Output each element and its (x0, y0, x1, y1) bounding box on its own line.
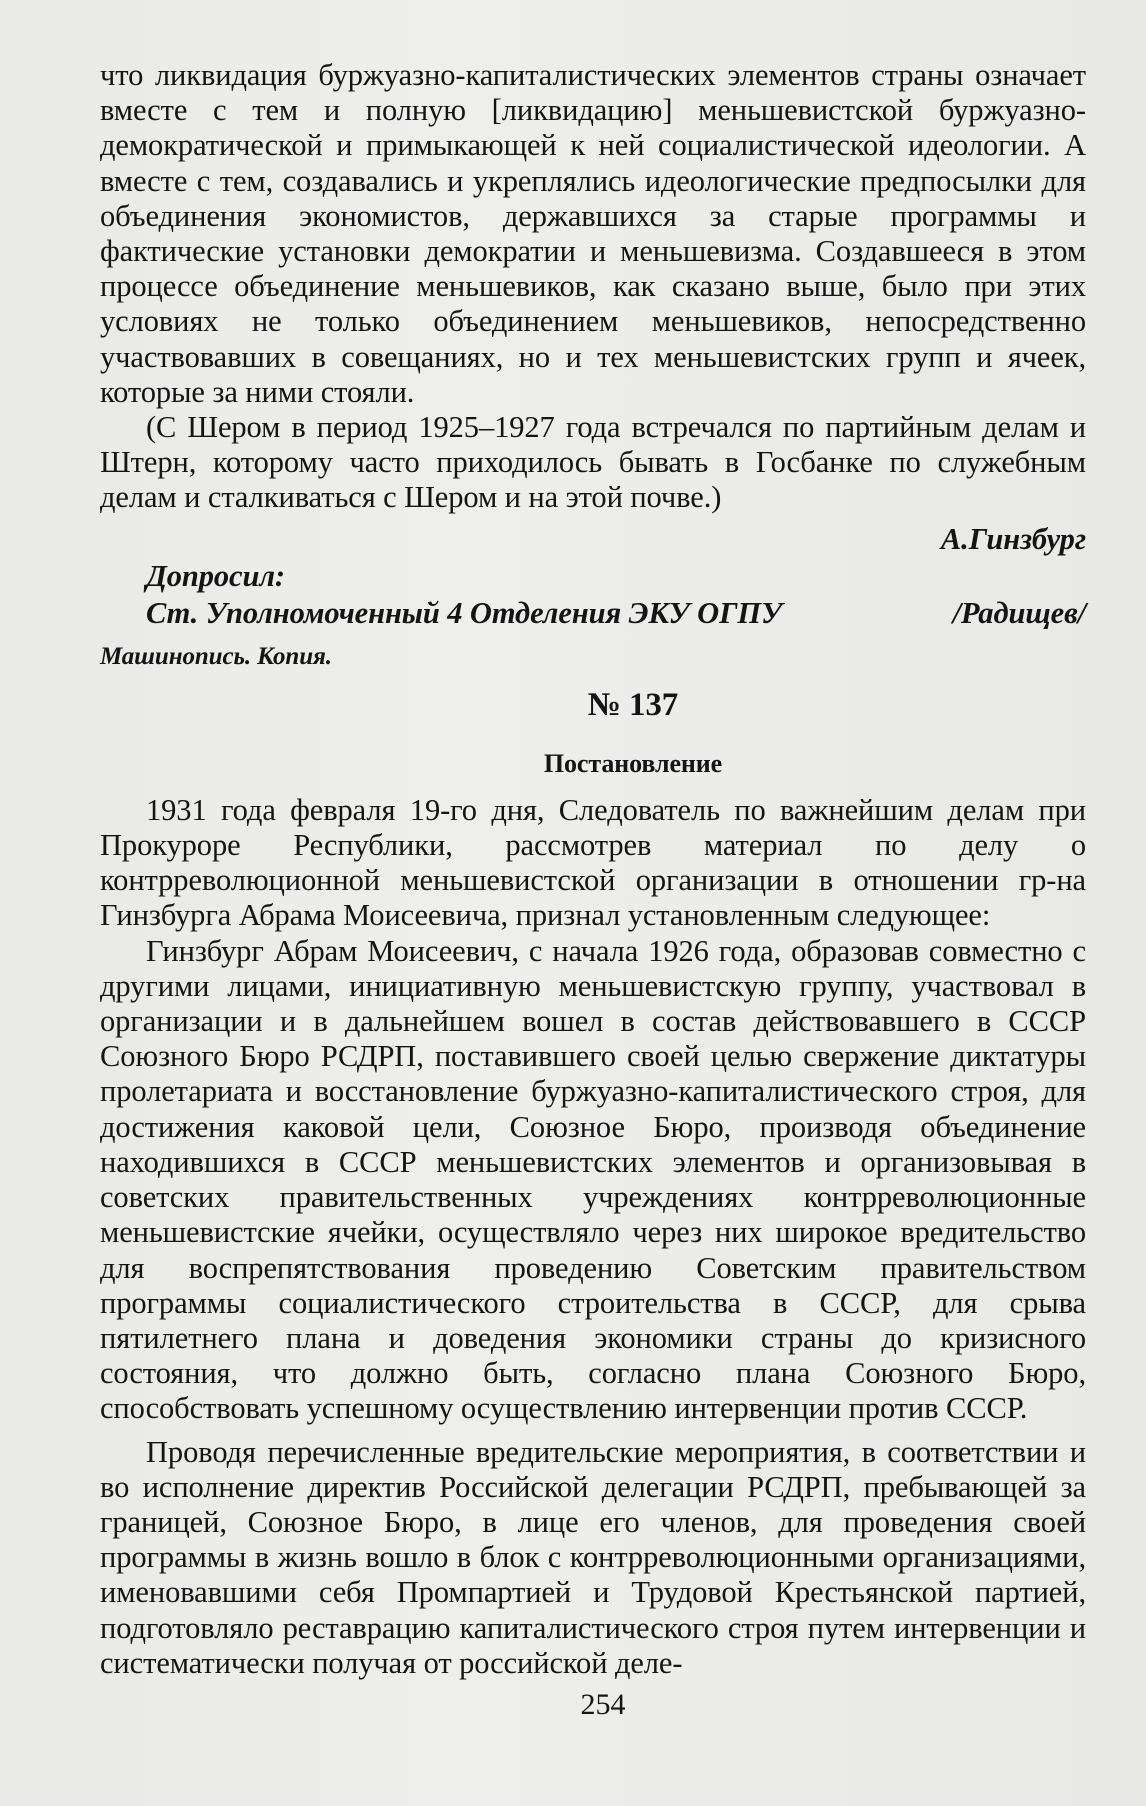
source-note: Машинопись. Копия. (100, 643, 332, 671)
page-text-block (100, 58, 1086, 1681)
paragraph-top-2: (С Шером в период 1925–1927 года встречался по партийным делам и Штерн, которому часто приходилось бывать в Госбанке по служебным делам и сталкиваться с Шером и на этой почве.) (100, 410, 1086, 515)
paragraph-top-1: что ликвидация буржуазно-капиталистических элементов страны означает вместе с тем и полную [ликвидацию] меньшевистской буржуазно-демократической и примыкающей к ней социалистической идеологии. А вместе с тем, создавались и укреплялись идеологические предпосылки для объединения экономистов, державшихся за старые программы и фактические установки демократии и меньшевизма. Создавшееся в этом процессе объединение меньшевиков, как сказано выше, было при этих условиях не только объединением меньшевиков, непосредственно участвовавших в совещаниях, но и тех меньшевистских групп и ячеек, которые за ними стояли. (100, 58, 1086, 409)
page-number: 254 (580, 1688, 626, 1721)
signature: А.Гинзбург (940, 521, 1086, 556)
officer-title: Ст. Уполномоченный 4 Отделения ЭКУ ОГПУ (146, 596, 783, 631)
document-number: № 137 (587, 687, 679, 724)
officer-line (100, 596, 1086, 631)
officer-name: /Радищев/ (952, 596, 1086, 631)
document-title: Постановление (543, 748, 723, 778)
paragraph-main-3: Проводя перечисленные вредительские мероприятия, в соответствии и во исполнение директив Российской делегации РСДРП, пребывающей за границей, Союзное Бюро, в лице его членов, для проведения своей программы в жизнь вошло в блок с контрреволюционными организациями, именовавшими себя Промпартией и Трудовой Крестьянской партией, подготовляло реставрацию капиталистического строя путем интервенции и систематически получая от российской деле- (100, 1434, 1086, 1680)
interrogated-label: Допросил: (146, 558, 285, 593)
paragraph-main-1: 1931 года февраля 19-го дня, Следователь по важнейшим делам при Прокуроре Республики, рассмотрев материал по делу о контрреволюционной меньшевистской организации в отношении гр-на Гинзбурга Абрама Моисеевича, признал установленным следующее: (100, 792, 1086, 933)
paragraph-main-2: Гинзбург Абрам Моисеевич, с начала 1926 года, образовав совместно с другими лицами, инициативную меньшевистскую группу, участвовал в организации и в дальнейшем вошел в состав действовавшего в СССР Союзного Бюро РСДРП, поставившего своей целью свержение диктатуры пролетариата и восстановление буржуазно-капиталистического строя, для достижения каковой цели, Союзное Бюро, производя объединение находившихся в СССР меньшевистских элементов и организовывая в советских правительственных учреждениях контрреволюционные меньшевистские ячейки, осуществляло через них широкое вредительство для воспрепятствования проведению Советским правительством программы социалистического строительства в СССР, для срыва пятилетнего плана и доведения экономики страны до кризисного состояния, что должно быть, согласно плана Союзного Бюро, способствовать успешному осуществлению интервенции против СССР. (100, 933, 1086, 1426)
